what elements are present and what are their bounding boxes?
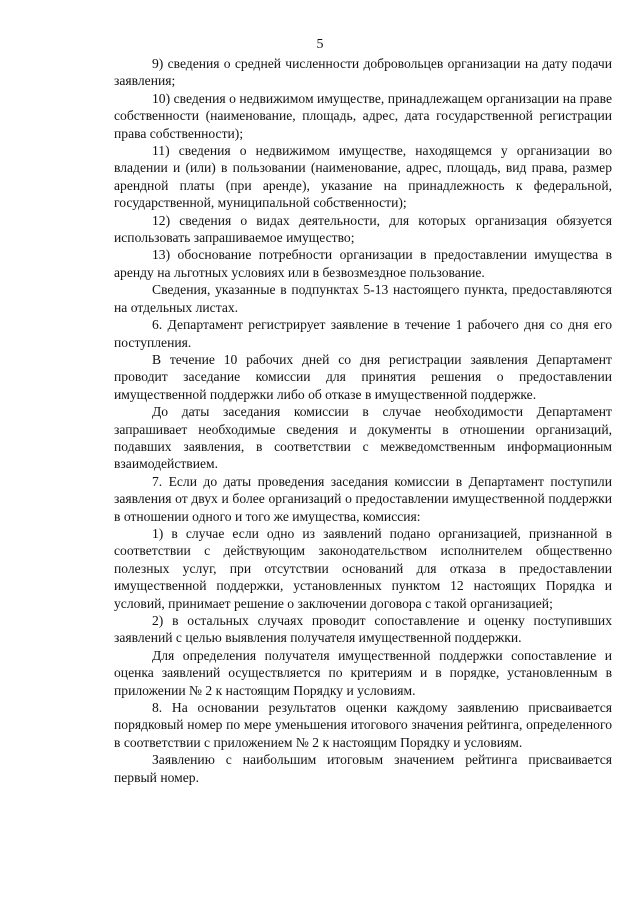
document-body [114,55,612,786]
paragraph-item-13: 13) обоснование потребности организации в предоставлении имущества в аренду на льготных условиях или в безвозмездное пользование. [114,247,612,280]
paragraph-clause-7: 7. Если до даты проведения заседания комиссии в Департамент поступили заявления от двух и более организаций о предоставлении имущественной поддержки в отношении одного и того же имущества, комиссия: [114,473,612,524]
paragraph-item-10: 10) сведения о недвижимом имуществе, принадлежащем организации на праве собственности (наименование, площадь, адрес, дата государственной регистрации права собственности); [114,90,612,141]
page-number: 5 [316,37,324,52]
paragraph-clause-6: 6. Департамент регистрирует заявление в течение 1 рабочего дня со дня его поступления. [114,317,612,350]
paragraph-item-12: 12) сведения о видах деятельности, для которых организация обязуется использовать запрашиваемое имущество; [114,212,612,246]
paragraph-request-documents: До даты заседания комиссии в случае необходимости Департамент запрашивает необходимые сведения и документы в отношении организаций, подавших заявления, в соответствии с межведомственным информационным взаимодействием. [114,404,612,472]
paragraph-meeting-deadline: В течение 10 рабочих дней со дня регистрации заявления Департамент проводит заседание комиссии для принятия решения о предоставлении имущественной поддержки либо об отказе в имущественной поддержке. [114,351,612,402]
paragraph-first-number: Заявлению с наибольшим итоговым значением рейтинга присваивается первый номер. [114,752,612,785]
paragraph-item-11: 11) сведения о недвижимом имуществе, находящемся у организации во владении и (или) в пользовании (наименование, адрес, площадь, вид права, размер арендной платы (при аренде), указание на принадлежность к федеральной, государственной, муниципальной собственности); [114,143,612,211]
paragraph-recipient-criteria: Для определения получателя имущественной поддержки сопоставление и оценка заявлений осуществляется по критериям и в порядке, установленным в приложении № 2 к настоящим Порядку и условиям. [114,647,612,698]
paragraph-subitem-1: 1) в случае если одно из заявлений подано организацией, признанной в соответствии с действующим законодательством исполнителем общественно полезных услуг, при отсутствии оснований для отказа в предоставлении имущественной поддержки, установленных пунктом 12 настоящих Порядка и условий, принимает решение о заключении договора с такой организацией; [114,525,612,611]
paragraph-item-9: 9) сведения о средней численности добровольцев организации на дату подачи заявления; [114,56,612,89]
paragraph-attachments-note: Сведения, указанные в подпунктах 5-13 настоящего пункта, предоставляются на отдельных листах. [114,282,612,315]
paragraph-clause-8: 8. На основании результатов оценки каждому заявлению присваивается порядковый номер по мере уменьшения итогового значения рейтинга, определенного в соответствии с приложением № 2 к настоящим Порядку и условиям. [114,700,612,750]
paragraph-subitem-2: 2) в остальных случаях проводит сопоставление и оценку поступивших заявлений с целью выявления получателя имущественной поддержки. [114,613,612,646]
